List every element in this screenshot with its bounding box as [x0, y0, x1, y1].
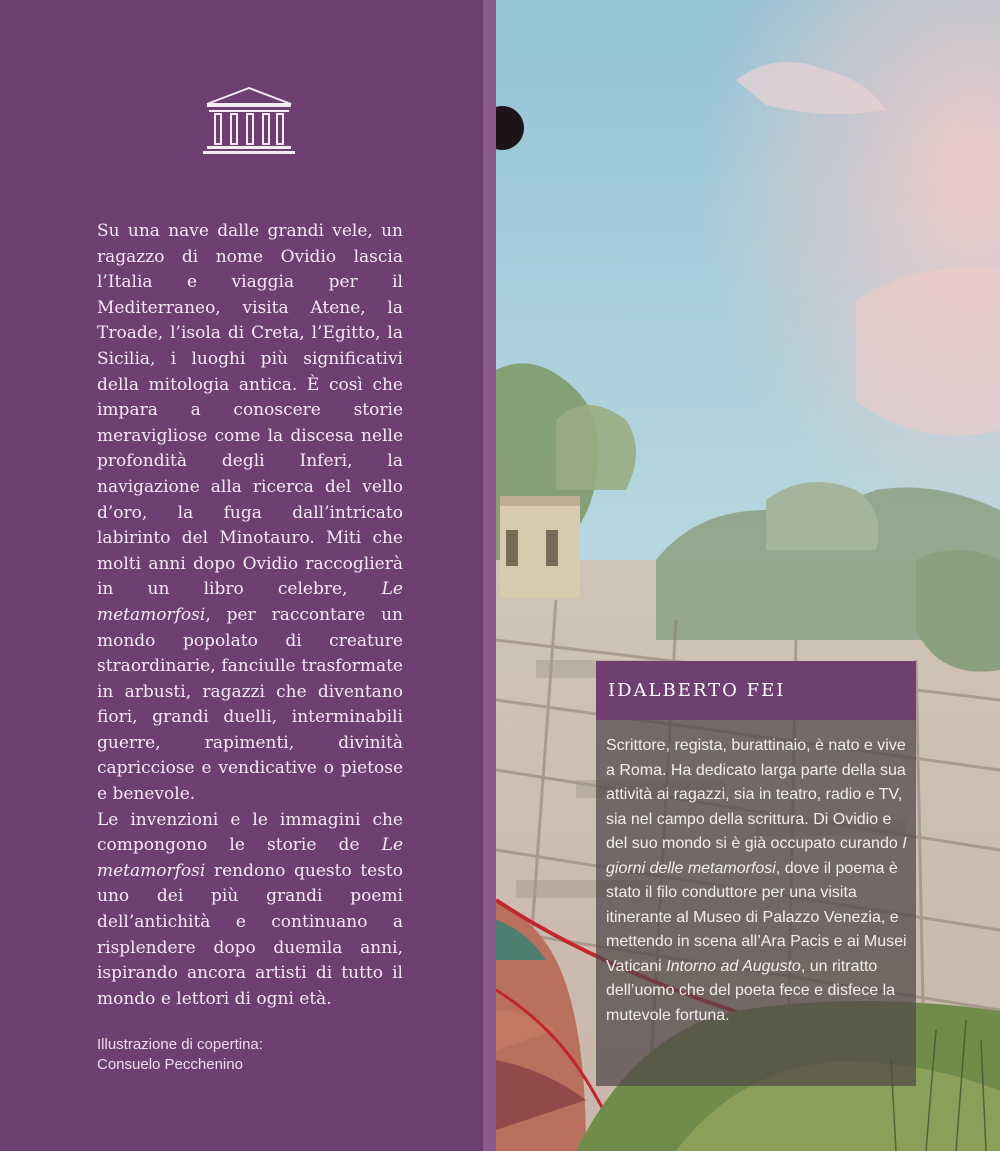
book-title: Le metamorfosi: [97, 579, 403, 625]
blurb-paragraph-2: Le invenzioni e le immagini che compongono le storie de Le metamorfosi rendono questo testo uno dei più grandi poemi dell’antichità e continuano a risplendere dopo duemila anni, ispirando ancora artisti di tutto il mondo e lettori di ogni età.: [97, 809, 404, 1009]
spine-strip: [483, 0, 496, 1151]
author-box: [596, 661, 916, 1086]
work-title: I giorni delle metamorfosi: [606, 835, 907, 877]
blurb-paragraph-1: Su una nave dalle grandi vele, un ragazzo di nome Ovidio lascia l’Italia e viaggia per il Mediterraneo, visita Atene, la Troade, l’isola di Creta, l’Egitto, la Sicilia, i luoghi più significativi della mitologia antica. È così che impara a conoscere storie meravigliose come la discesa nelle profondità degli Inferi, la navigazione alla ricerca del vello d’oro, la fuga dall’intricato labirinto del Minotauro. Miti che molti anni dopo Ovidio raccoglierà in un libro celebre, Le metamorfosi, per raccontare un mondo popolato di creature straordinarie, fanciulle trasformate in arbusti, ragazzi che diventano fiori, grandi duelli, interminabili guerre, rapimenti, divinità capricciose e vendicative o pietose e benevole.: [97, 221, 403, 805]
author-bio: Scrittore, regista, burattinaio, è nato e vive a Roma. Ha dedicato larga parte della sua attività ai ragazzi, sia in teatro, radio e TV, sia nel campo della scrittura. Di Ovidio e del suo mondo si è già occupato curando I giorni delle metamorfosi, dove il poema è stato il filo conduttore per una visita itinerante al Museo di Palazzo Venezia, e mettendo in scena all’Ara Pacis e ai Musei Vaticani Intorno ad Augusto, un ritratto dell’uomo che del poeta fece e disfece la mutevole fortuna.: [596, 720, 916, 1086]
illustration-credit: Illustrazione di copertina: Consuelo Pecchenino: [97, 1036, 263, 1073]
work-title: Intorno ad Augusto: [666, 957, 801, 975]
back-cover-panel: [0, 0, 483, 1151]
author-name: IDALBERTO FEI: [596, 661, 916, 720]
book-title: Le metamorfosi: [97, 835, 404, 881]
blurb-text: [97, 219, 403, 1012]
temple-icon: [201, 86, 297, 156]
